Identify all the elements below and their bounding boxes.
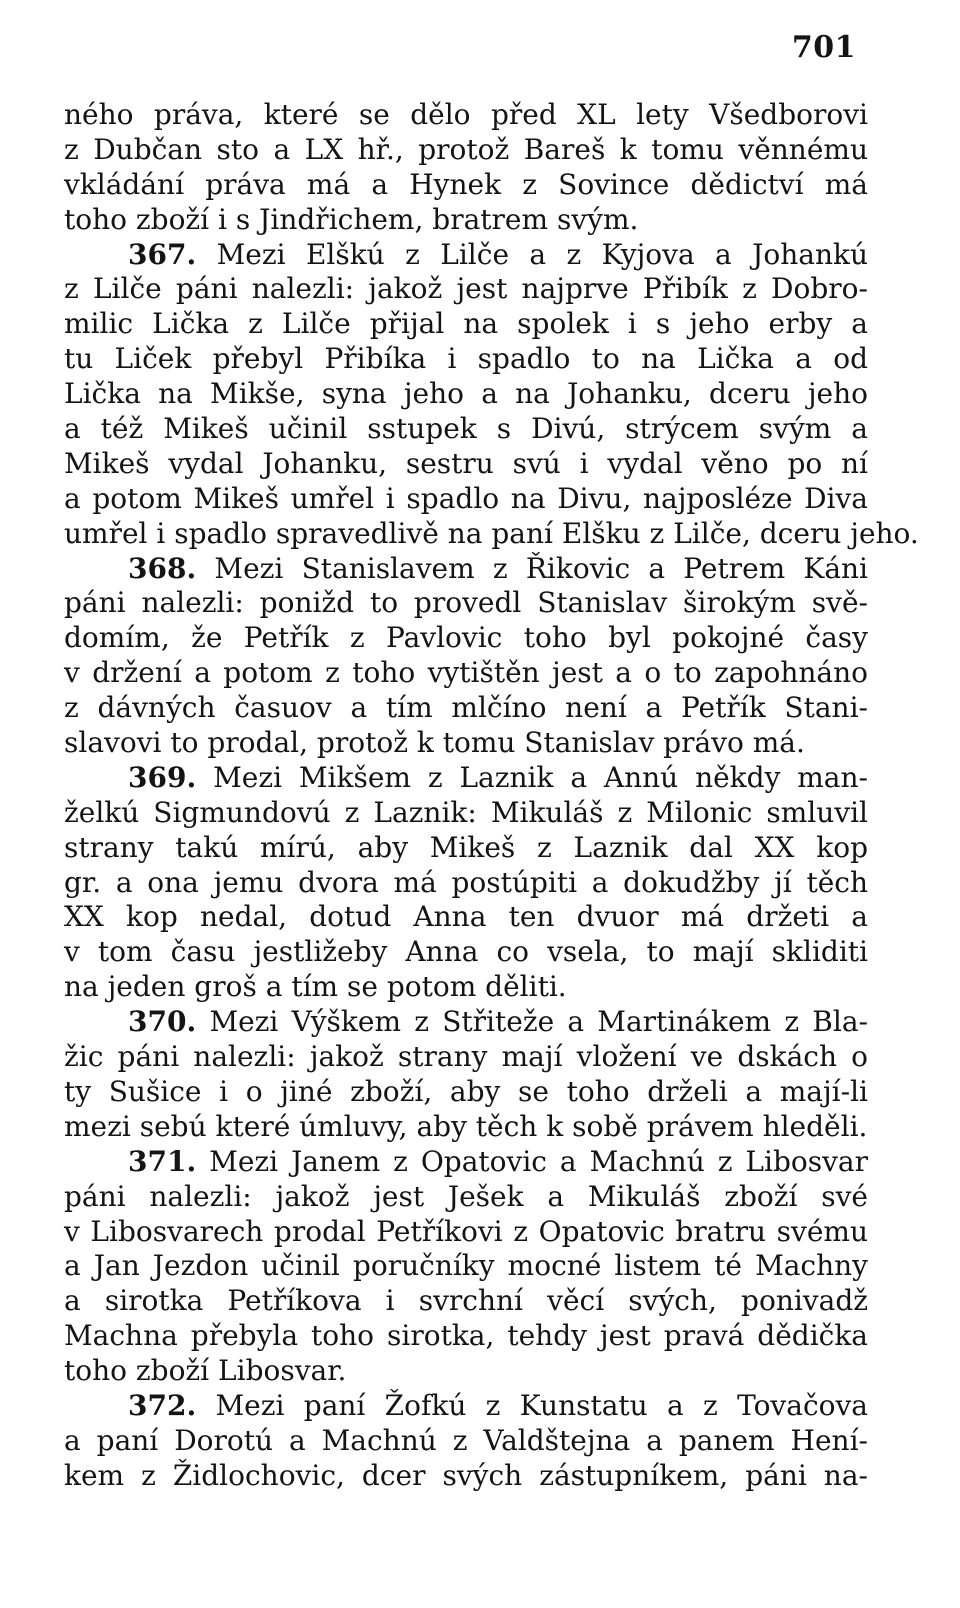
section-first-line [64,1389,868,1424]
line-text: XX kop nedal, dotud Anna ten dvuor má držeti a [64,900,868,934]
text-line [64,203,868,238]
line-text: Machna přebyla toho sirotka, tehdy jest pravá dědička [64,1319,868,1353]
section-number: 371. [128,1144,197,1178]
line-text: a potom Mikeš umřel i spadlo na Divu, najposléze Diva [64,481,868,515]
text-line [64,168,868,203]
text-line [64,1040,868,1075]
text-line [64,656,868,691]
section-first-line [64,761,868,796]
text-line [64,342,868,377]
line-text: ného práva, které se dělo před XL lety Všedborovi [64,98,868,131]
line-text: z dávných časuov a tím mlčíno není a Petřík Stani- [64,691,868,725]
section-first-line [64,1145,868,1180]
line-text: Mezi Stanislavem z Řikovic a Petrem Káni [196,551,868,585]
line-text: domím, že Petřík z Pavlovic toho byl pokojné časy [64,621,868,655]
text-line [64,1424,868,1459]
line-text: mezi sebú které úmluvy, aby těch k sobě právem hleděli. [64,1109,868,1143]
text-line [64,1180,868,1215]
page-number: 701 [791,30,856,65]
text-line [64,482,868,517]
line-text: gr. a ona jemu dvora má postúpiti a dokudžby jí těch [64,865,868,899]
section-number: 368. [128,551,197,585]
text-line [64,98,868,133]
line-text: umřel i spadlo spravedlivě na paní Elšku z Lilče, dceru jeho. [64,516,919,550]
text-line [64,1319,868,1354]
line-text: a paní Dorotú a Machnú z Valdštejna a panem Hení- [64,1423,868,1457]
line-text: milic Lička z Lilče přijal na spolek i s jeho erby a [64,307,868,341]
text-line [64,1354,868,1389]
text-line [64,1110,868,1145]
text-line [64,377,868,412]
text-line [64,1249,868,1284]
section-number: 370. [128,1005,197,1039]
section-number: 367. [128,237,197,271]
text-line [64,447,868,482]
line-text: z Dubčan sto a LX hř., protož Bareš k tomu věnnému [64,132,868,166]
line-text: Lička na Mikše, syna jeho a na Johanku, dceru jeho [64,377,868,411]
section-number: 369. [128,760,197,794]
line-text: vkládání práva má a Hynek z Sovince dědictví má [64,167,868,201]
line-text: želkú Sigmundovú z Laznik: Mikuláš z Milonic smluvil [64,795,868,829]
text-line [64,796,868,831]
text-line [64,1284,868,1319]
line-text: páni nalezli: jakož jest Ješek a Mikuláš zboží své [64,1179,868,1213]
line-text: Mezi Výškem z Střiteže a Martinákem z Bla- [196,1005,868,1039]
line-text: Mezi Elškú z Lilče a z Kyjova a Johankú [196,237,868,271]
text-line [64,586,868,621]
text-line [64,726,868,761]
line-text: ty Sušice i o jiné zboží, aby se toho drželi a mají-li [64,1074,868,1108]
line-text: v tom času jestližeby Anna co vsela, to mají skliditi [64,935,868,969]
section-first-line [64,1005,868,1040]
text-line [64,866,868,901]
text-line [64,272,868,307]
line-text: kem z Židlochovic, dcer svých zástupníkem, páni na- [64,1458,868,1492]
text-line [64,1459,868,1494]
text-line [64,1215,868,1250]
line-text: Mikeš vydal Johanku, sestru svú i vydal věno po ní [64,446,868,480]
text-line [64,900,868,935]
line-text: v držení a potom z toho vytištěn jest a o to zapohnáno [64,656,868,690]
line-text: Mezi Mikšem z Laznik a Annú někdy man- [196,760,868,794]
line-text: na jeden groš a tím se potom děliti. [64,970,567,1004]
text-line [64,133,868,168]
text-line [64,970,868,1005]
line-text: tu Liček přebyl Přibíka i spadlo to na Lička a od [64,342,868,376]
line-text: a sirotka Petříkova i svrchní věcí svých, ponivadž [64,1284,868,1318]
line-text: strany takú mírú, aby Mikeš z Laznik dal XX kop [64,830,868,864]
line-text: slavovi to prodal, protož k tomu Stanislav právo má. [64,726,805,760]
text-line [64,516,919,552]
text-line [64,1075,868,1110]
text-line [64,691,868,726]
section-first-line [64,552,868,587]
line-text: a Jan Jezdon učinil poručníky mocné listem té Machny [64,1249,868,1283]
text-line [64,307,868,342]
line-text: Mezi Janem z Opatovic a Machnú z Libosvar [196,1144,868,1178]
text-line [64,935,868,970]
text-line [64,412,868,447]
line-text: v Libosvarech prodal Petříkovi z Opatovic bratru svému [64,1214,868,1248]
section-first-line [64,238,868,273]
text-line [64,831,868,866]
line-text: toho zboží i s Jindřichem, bratrem svým. [64,202,639,236]
line-text: toho zboží Libosvar. [64,1354,347,1388]
text-line [64,621,868,656]
line-text: a též Mikeš učinil sstupek s Divú, strýcem svým a [64,412,868,446]
line-text: žic páni nalezli: jakož strany mají vložení ve dskách o [64,1040,868,1074]
line-text: páni nalezli: ponižd to provedl Stanislav širokým svě- [64,586,868,620]
line-text: Mezi paní Žofkú z Kunstatu a z Tovačova [196,1388,868,1422]
body-text [64,98,919,1494]
section-number: 372. [128,1388,197,1422]
line-text: z Lilče páni nalezli: jakož jest najprve Přibík z Dobro- [64,272,868,306]
